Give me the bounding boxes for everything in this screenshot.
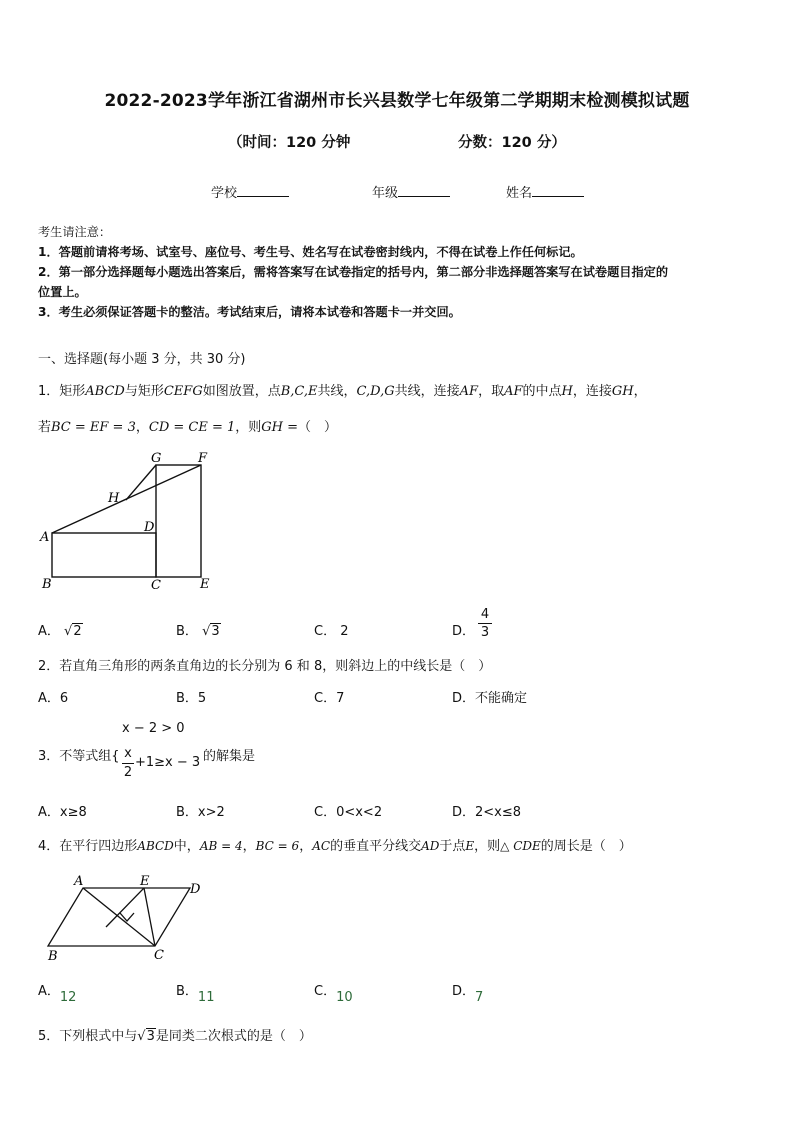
option-label: D． — [452, 624, 476, 639]
q1-math: CD = CE = 1 — [148, 420, 236, 435]
sqrt-icon: √ — [64, 624, 73, 639]
notice-item-1: 1．答题前请将考场、试室号、座位号、考生号、姓名写在试卷密封线内，不得在试卷上作任何标记。 — [38, 245, 583, 259]
option-value: 12 — [59, 990, 77, 1005]
q4-text: ， — [299, 839, 313, 854]
q3-inequality-1: x − 2 > 0 — [122, 721, 185, 736]
question-5 — [38, 1025, 312, 1044]
q1-text: ，则 — [235, 420, 262, 435]
q4-math: △ CDE — [500, 839, 541, 853]
notice-item-2: 2．第一部分选择题每小题选出答案后，需将答案写在试卷指定的括号内，第二部分非选择题答案写在试卷题目指定的 — [38, 265, 669, 279]
diagonal-ac — [83, 888, 155, 946]
q1-text: ， — [633, 384, 647, 399]
q3-option-d[interactable]: D．2<x≤8 — [452, 805, 522, 820]
q3-option-c[interactable]: C．0<x<2 — [314, 805, 383, 820]
q4-math: BC = 6 — [255, 839, 300, 853]
exam-time: （时间：120 分钟 — [228, 135, 351, 151]
fraction-numerator: x — [122, 745, 134, 764]
label-d: D — [144, 520, 155, 535]
radicand: 3 — [146, 1029, 155, 1044]
label-e: E — [140, 874, 150, 889]
q1-text: 共线，连接 — [394, 384, 460, 399]
fraction-4-3 — [478, 606, 492, 641]
label-a: A — [40, 530, 50, 545]
q4-text: ， — [242, 839, 256, 854]
q4-math: AC — [312, 839, 331, 853]
q4-text: 中， — [173, 839, 200, 854]
q1-text: （ ） — [298, 420, 338, 435]
q2-option-a[interactable]: A．6 — [38, 691, 69, 706]
option-value: 10 — [336, 990, 353, 1005]
q1-math: CEFG — [163, 384, 203, 399]
question-2: 2．若直角三角形的两条直角边的长分别为 6 和 8，则斜边上的中线长是（ ） — [38, 659, 492, 674]
radicand: 2 — [73, 624, 82, 639]
question-4 — [38, 835, 632, 854]
name-field — [506, 182, 584, 201]
option-label: B． — [176, 984, 198, 999]
notice-heading: 考生请注意： — [38, 225, 112, 239]
notice-item-2-cont: 位置上。 — [38, 285, 87, 299]
q1-text: ，取 — [478, 384, 505, 399]
q2-option-b[interactable]: B．5 — [176, 691, 207, 706]
label-h: H — [108, 491, 120, 506]
radicand: 3 — [211, 624, 220, 639]
q3-option-a[interactable]: A．x≥8 — [38, 805, 87, 820]
q4-option-a[interactable] — [38, 980, 77, 1005]
q1-option-d[interactable] — [452, 620, 475, 639]
label-g: G — [151, 451, 162, 466]
q4-option-b[interactable] — [176, 980, 215, 1005]
q4-text: 4．在平行四边形 — [38, 839, 138, 854]
q1-text: 的中点 — [522, 384, 562, 399]
q4-text: 的垂直平分线交 — [330, 839, 422, 854]
q5-text: 是同类二次根式的是（ ） — [155, 1029, 312, 1044]
option-value: 11 — [197, 990, 215, 1005]
q1-figure — [36, 448, 226, 596]
q4-option-d[interactable] — [452, 980, 484, 1005]
segment-ce — [144, 888, 155, 946]
option-label: A． — [38, 624, 60, 639]
q4-math: AD — [421, 839, 440, 853]
label-a: A — [74, 874, 84, 889]
school-blank — [237, 185, 289, 197]
sqrt-icon: √ — [137, 1029, 146, 1044]
q1-text: 如图放置，点 — [202, 384, 281, 399]
q4-text: 于点 — [439, 839, 466, 854]
exam-score: 分数：120 分） — [458, 135, 566, 151]
q3-prefix: 3．不等式组{ — [38, 749, 120, 764]
label-d: D — [190, 882, 201, 897]
question-1-line-2 — [38, 416, 337, 435]
option-label: C． — [314, 624, 337, 639]
fraction-denominator: 2 — [123, 765, 133, 780]
q1-text: 共线， — [317, 384, 357, 399]
option-value: 7 — [475, 990, 484, 1005]
name-label: 姓名 — [506, 186, 533, 201]
label-b: B — [48, 949, 58, 964]
q4-figure — [40, 872, 210, 964]
question-1-line-1 — [38, 380, 647, 399]
page-title: 2022-2023学年浙江省湖州市长兴县数学七年级第二学期期末检测模拟试题 — [104, 91, 690, 111]
option-value: 2 — [340, 624, 349, 639]
q1-math: AF — [504, 384, 523, 399]
q1-math: GH — [611, 384, 634, 399]
q4-text: 的周长是（ ） — [540, 839, 632, 854]
q1-text: ， — [135, 420, 149, 435]
q1-math: AF — [459, 384, 479, 399]
q3-option-b[interactable]: B．x>2 — [176, 805, 225, 820]
q4-option-c[interactable] — [314, 980, 353, 1005]
q1-text: 若 — [38, 420, 52, 435]
q1-math: C,D,G — [356, 384, 395, 399]
label-b: B — [42, 577, 52, 592]
q1-math: GH = — [261, 420, 299, 435]
notice-item-3: 3．考生必须保证答题卡的整洁。考试结束后，请将本试卷和答题卡一并交回。 — [38, 305, 461, 319]
q1-math: H — [561, 384, 573, 399]
notice-block — [38, 222, 668, 322]
name-blank — [532, 185, 584, 197]
option-label: B． — [176, 624, 198, 639]
q4-math: ABCD — [137, 839, 174, 853]
school-label: 学校 — [211, 186, 238, 201]
label-e: E — [200, 577, 210, 592]
sqrt-icon: √ — [202, 624, 211, 639]
q3-fraction — [122, 745, 134, 782]
q1-math: B,C,E — [280, 384, 318, 399]
q1-text: ，连接 — [572, 384, 612, 399]
q1-text: 1．矩形 — [38, 384, 86, 399]
grade-blank — [398, 185, 450, 197]
fraction-numerator: 4 — [478, 606, 492, 624]
label-c: C — [151, 578, 161, 593]
q4-math: AB = 4 — [199, 839, 243, 853]
q1-math: BC = EF = 3 — [51, 420, 136, 435]
q1-option-c[interactable] — [314, 620, 349, 639]
q1-math: ABCD — [85, 384, 125, 399]
option-label: D． — [452, 984, 476, 999]
q2-option-c[interactable]: C．7 — [314, 691, 345, 706]
grade-label: 年级 — [372, 186, 399, 201]
section-heading: 一、选择题(每小题 3 分，共 30 分) — [38, 352, 246, 367]
fraction-denominator: 3 — [480, 625, 490, 640]
q4-text: ，则 — [474, 839, 501, 854]
q2-option-d[interactable]: D．不能确定 — [452, 691, 528, 706]
label-c: C — [154, 948, 164, 963]
segment-gh — [126, 465, 156, 500]
label-f: F — [198, 451, 208, 466]
q5-text: 5．下列根式中与 — [38, 1029, 138, 1044]
q3-inequality-2: +1≥x − 3 — [135, 755, 201, 770]
q3-suffix: 的解集是 — [203, 749, 256, 764]
q1-option-b[interactable] — [176, 620, 221, 639]
option-label: C． — [314, 984, 337, 999]
q1-text: 与矩形 — [124, 384, 164, 399]
grade-field — [372, 182, 450, 201]
q4-math: E — [465, 839, 475, 853]
q1-option-a[interactable] — [38, 620, 83, 639]
rect-abcd — [52, 533, 156, 577]
school-field — [211, 182, 289, 201]
option-label: A． — [38, 984, 60, 999]
